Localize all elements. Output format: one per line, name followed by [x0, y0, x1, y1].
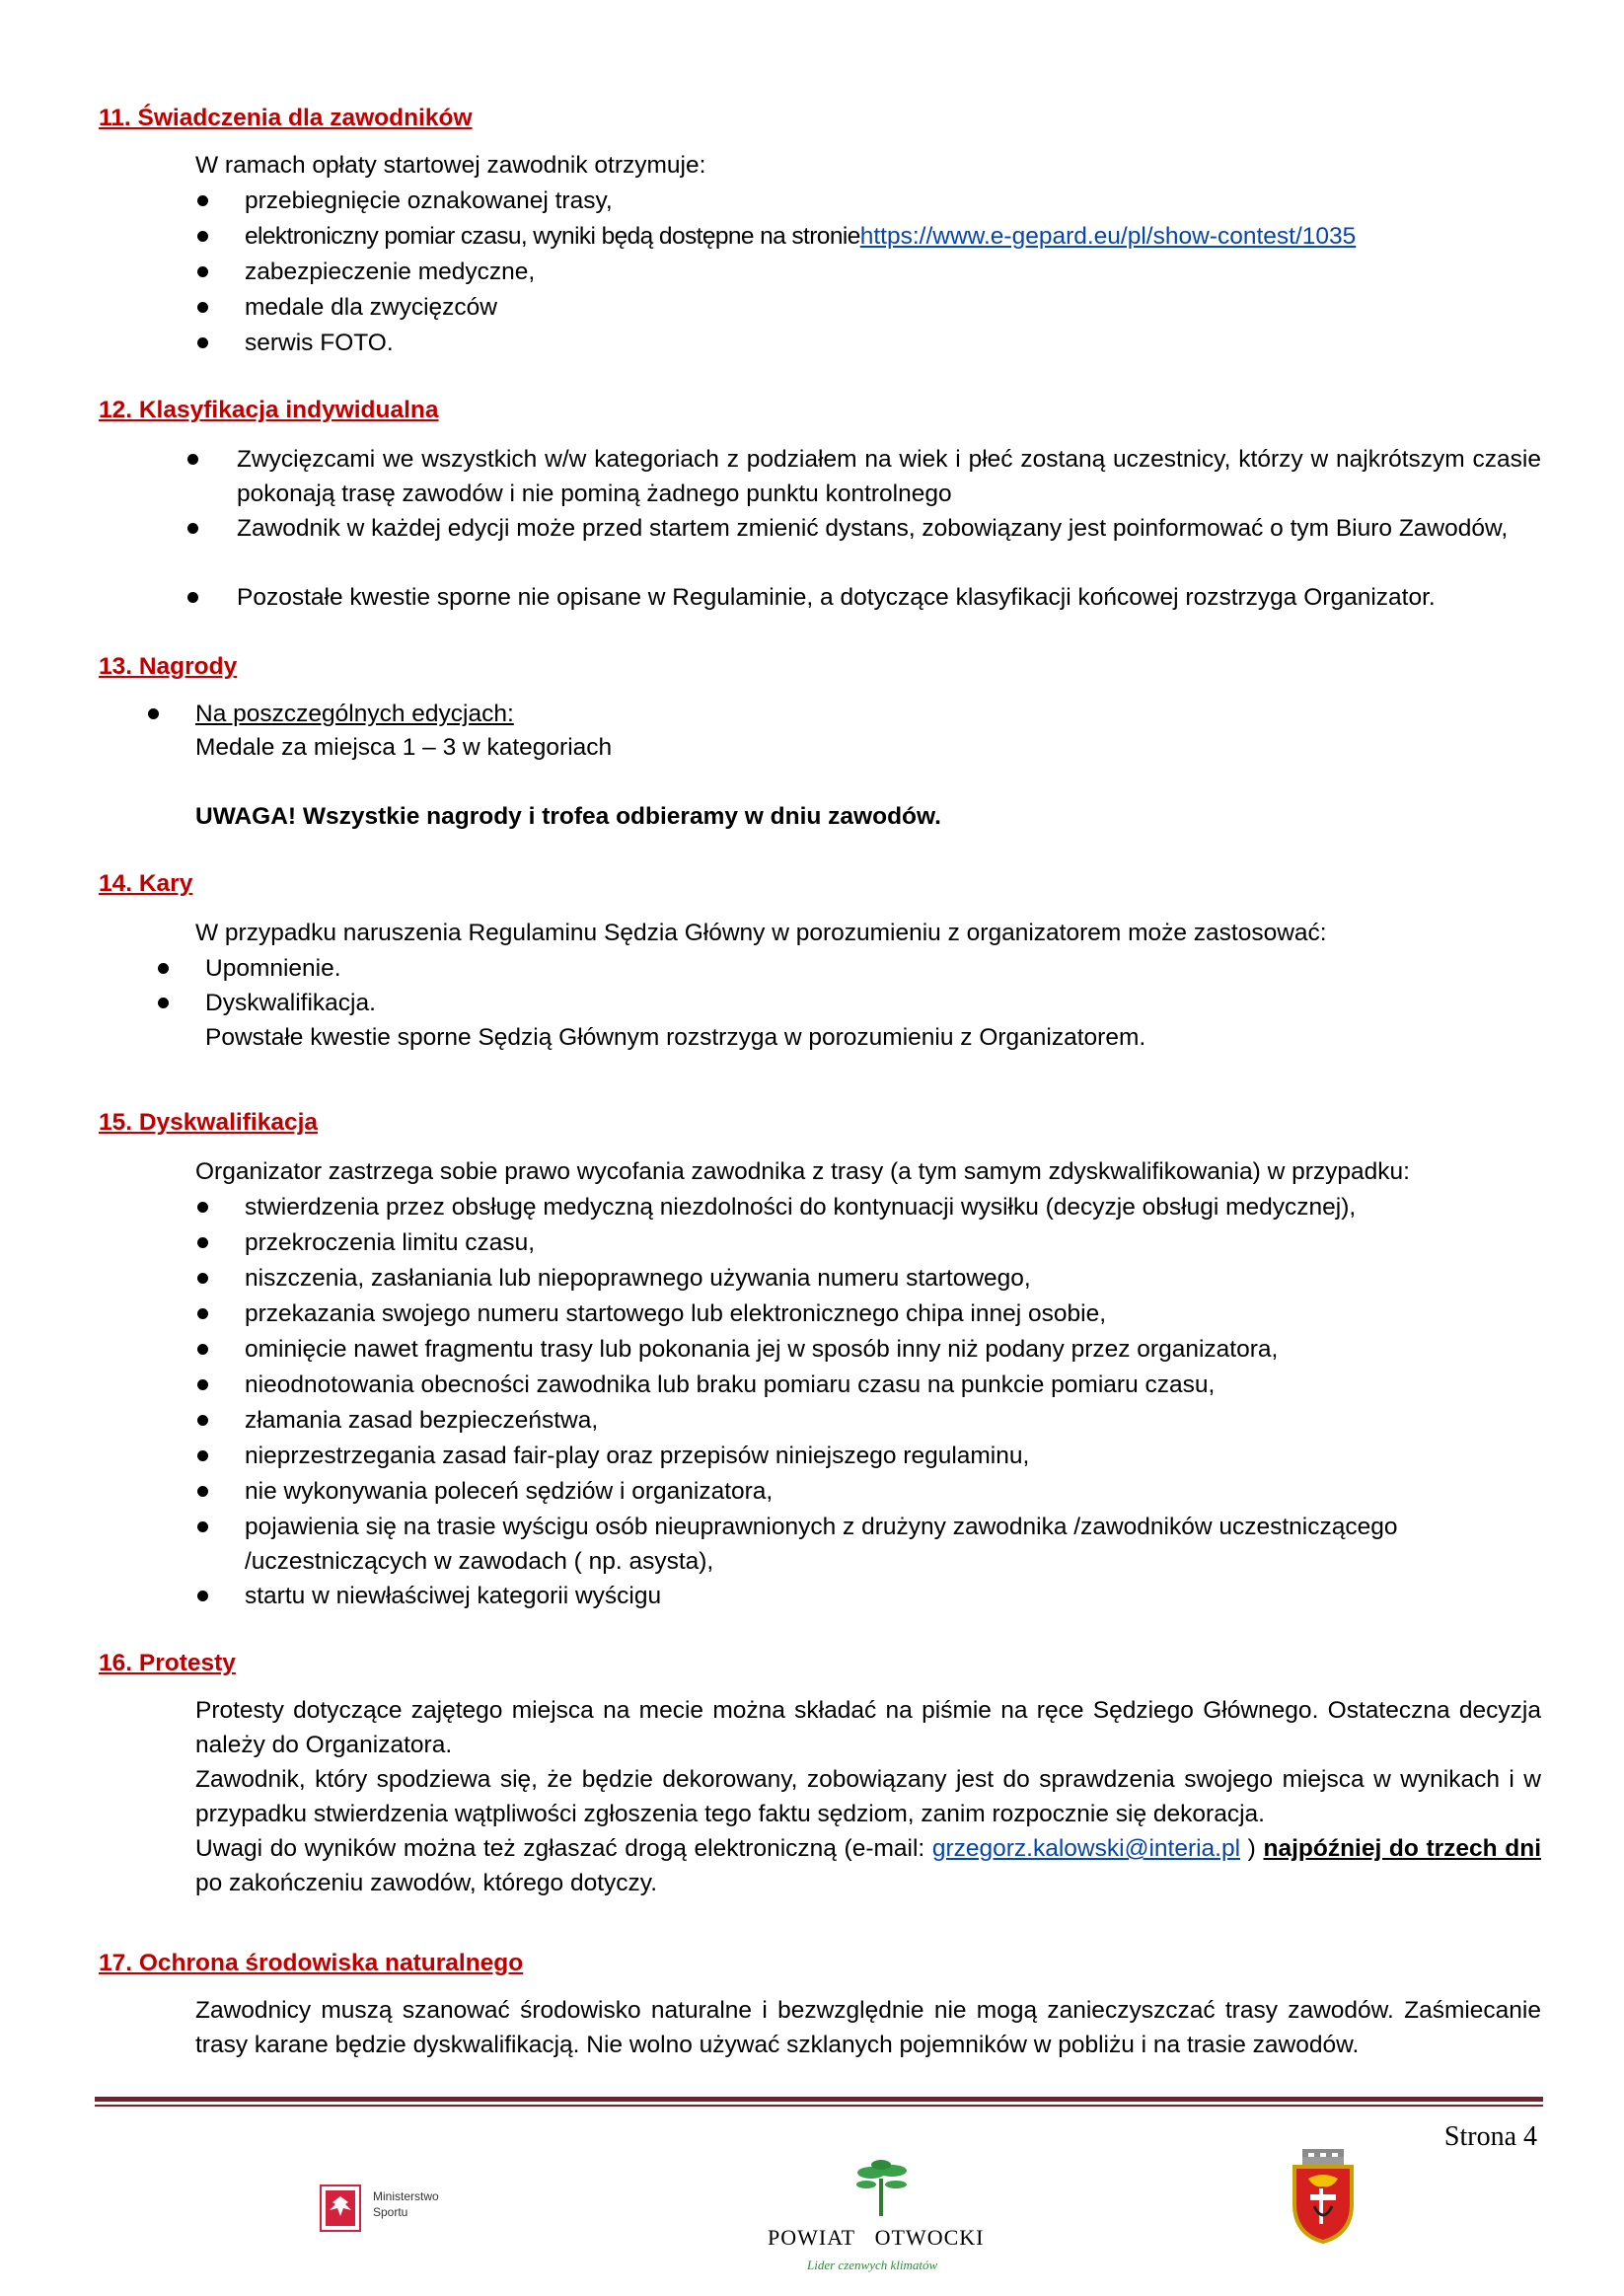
- section-15-title: 15. Dyskwalifikacja: [99, 1109, 319, 1136]
- section-14-intro: W przypadku naruszenia Regulaminu Sędzia Główny w porozumieniu z organizatorem może zastosować:: [195, 920, 1327, 946]
- list-item: przekazania swojego numeru startowego lub elektronicznego chipa innej osobie,: [197, 1296, 1539, 1332]
- section-16-p2: Zawodnik, który spodziewa się, że będzie dekorowany, zobowiązany jest do sprawdzenia swojego miejsca w wynikach i w przypadku stwierdzenia wątpliwości zgłoszenia tego faktu sędziom, zanim rozpocznie się dekoracja.: [195, 1766, 1541, 1827]
- list-item: nieprzestrzegania zasad fair-play oraz przepisów niniejszego regulaminu,: [197, 1439, 1539, 1474]
- section-17-body: Zawodnicy muszą szanować środowisko naturalne i bezwzględnie nie mogą zanieczyszczać trasy zawodów. Zaśmiecanie trasy karane będzie dyskwalifikacją. Nie wolno używać szklanych pojemników w pobliżu i na trasie zawodów.: [195, 1997, 1541, 2058]
- section-16-p1: Protesty dotyczące zajętego miejsca na mecie można składać na piśmie na ręce Sędziego Głównego. Ostateczna decyzja należy do Organizatora.: [195, 1697, 1541, 1758]
- eagle-emblem-icon: [320, 2185, 361, 2232]
- section-17-title: 17. Ochrona środowiska naturalnego: [99, 1950, 524, 1976]
- section-13-title: 13. Nagrody: [99, 653, 238, 680]
- section-13-line: Medale za miejsca 1 – 3 w kategoriach: [195, 734, 613, 761]
- powiat-tagline: Lider czenwych klimatów: [807, 2258, 938, 2272]
- section-12-list: [187, 442, 1541, 616]
- ministry-logo-text: Ministerstwo Sportu: [373, 2189, 439, 2219]
- footer-rule-thin: [95, 2105, 1543, 2107]
- list-item: złamania zasad bezpieczeństwa,: [197, 1403, 1539, 1439]
- section-14-outro: Powstałe kwestie sporne Sędzią Głównym rozstrzyga w porozumieniu z Organizatorem.: [205, 1024, 1146, 1051]
- section-14-item-2: Dyskwalifikacja.: [205, 990, 376, 1016]
- section-14-title: 14. Kary: [99, 870, 193, 897]
- section-14-item-1: Upomnienie.: [205, 955, 341, 982]
- pine-tree-icon: [847, 2159, 916, 2218]
- list-item: elektroniczny pomiar czasu, wyniki będą dostępne na stroniehttps://www.e-gepard.eu/pl/show-contest/1035: [197, 219, 1539, 255]
- deadline-text: najpóźniej do trzech dni: [1263, 1835, 1541, 1862]
- section-13-item: Na poszczególnych edycjach:: [195, 701, 514, 727]
- list-item: przebiegnięcie oznakowanej trasy,: [197, 184, 1539, 219]
- bullet-icon: [148, 708, 159, 719]
- section-16-title: 16. Protesty: [99, 1650, 236, 1676]
- ministry-logo: [320, 2185, 458, 2234]
- footer-rule: [95, 2097, 1543, 2102]
- page-number: Strona 4: [1443, 2121, 1537, 2152]
- email-link[interactable]: grzegorz.kalowski@interia.pl: [931, 1835, 1241, 1862]
- list-item: zabezpieczenie medyczne,: [197, 255, 1539, 290]
- list-item: nie wykonywania poleceń sędziów i organizatora,: [197, 1474, 1539, 1510]
- list-item: startu w niewłaściwej kategorii wyścigu: [197, 1579, 1539, 1614]
- list-item: przekroczenia limitu czasu,: [197, 1225, 1539, 1261]
- list-item: medale dla zwycięzców: [197, 290, 1539, 326]
- list-item: Zawodnik w każdej edycji może przed startem zmienić dystans, zobowiązany jest poinformować o tym Biuro Zawodów,: [187, 511, 1541, 580]
- powiat-logo: [768, 2159, 1004, 2272]
- section-11-intro: W ramach opłaty startowej zawodnik otrzymuje:: [195, 152, 706, 179]
- section-15-list: [197, 1190, 1539, 1614]
- section-11-title: 11. Świadczenia dla zawodników: [99, 105, 473, 131]
- section-12-title: 12. Klasyfikacja indywidualna: [99, 397, 439, 423]
- list-item: nieodnotowania obecności zawodnika lub braku pomiaru czasu na punkcie pomiaru czasu,: [197, 1368, 1539, 1403]
- section-11-list: [197, 184, 1539, 361]
- results-link[interactable]: https://www.e-gepard.eu/pl/show-contest/1035: [859, 223, 1357, 250]
- list-item: niszczenia, zasłaniania lub niepoprawnego używania numeru startowego,: [197, 1261, 1539, 1296]
- coat-of-arms-icon: [1289, 2145, 1358, 2244]
- list-item: Pozostałe kwestie sporne nie opisane w Regulaminie, a dotyczące klasyfikacji końcowej rozstrzyga Organizator.: [187, 580, 1541, 616]
- bullet-icon: [158, 998, 169, 1008]
- list-item: ominięcie nawet fragmentu trasy lub pokonania jej w sposób inny niż podany przez organizatora,: [197, 1332, 1539, 1368]
- list-item: Zwycięzcami we wszystkich w/w kategoriach z podziałem na wiek i płeć zostaną uczestnicy, którzy w najkrótszym czasie pokonają trasę zawodów i nie pominą żadnego punktu kontrolnego: [187, 442, 1541, 511]
- section-15-intro: Organizator zastrzega sobie prawo wycofania zawodnika z trasy (a tym samym zdyskwalifikowania) w przypadku:: [195, 1158, 1410, 1185]
- section-16-body: [195, 1693, 1541, 1900]
- coat-of-arms: [1289, 2145, 1358, 2244]
- list-item: pojawienia się na trasie wyścigu osób nieuprawnionych z drużyny zawodnika /zawodników uczestniczącego /uczestniczących w zawodach ( np. asysta),: [197, 1510, 1539, 1579]
- powiat-name: POWIAT OTWOCKI: [768, 2225, 985, 2250]
- section-13-warning: UWAGA! Wszystkie nagrody i trofea odbieramy w dniu zawodów.: [195, 803, 941, 830]
- section-16-p3: Uwagi do wyników można też zgłaszać drogą elektroniczną (e-mail: grzegorz.kalowski@interia.pl ) najpóźniej do trzech dni po zakończeniu zawodów, którego dotyczy.: [195, 1835, 1541, 1896]
- list-item: stwierdzenia przez obsługę medyczną niezdolności do kontynuacji wysiłku (decyzje obsługi medycznej),: [197, 1190, 1539, 1225]
- bullet-icon: [158, 963, 169, 974]
- list-item: serwis FOTO.: [197, 326, 1539, 361]
